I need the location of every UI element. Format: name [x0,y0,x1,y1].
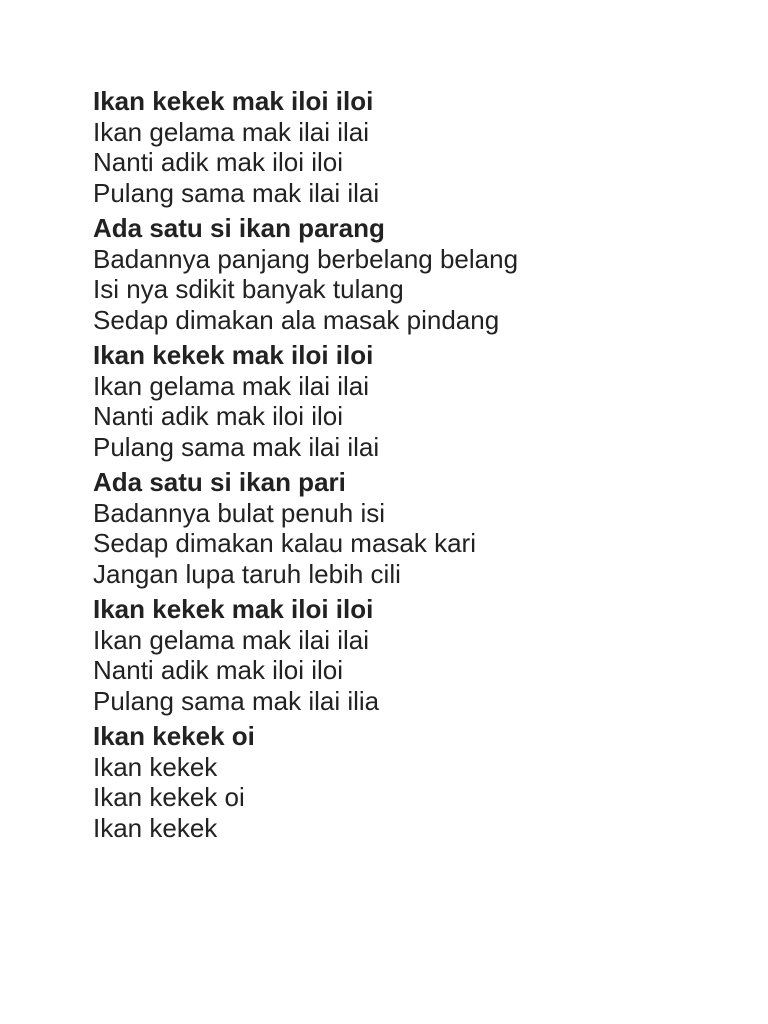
stanza-4 [93,467,733,589]
lyric-line: Ikan gelama mak ilai ilai [93,116,370,147]
lyric-line: Nanti adik mak iloi iloi [93,147,343,177]
lyric-line: Badannya bulat penuh isi [93,497,386,528]
stanza-heading: Ikan kekek mak iloi iloi [93,594,374,624]
lyric-line: Nanti adik mak iloi iloi [93,655,343,685]
stanza-heading: Ada satu si ikan parang [93,213,385,243]
lyric-line: Ikan kekek oi [93,782,245,812]
lyric-line: Pulang sama mak ilai ilai [93,177,380,208]
lyric-line: Ikan gelama mak ilai ilai [93,624,370,655]
lyric-line: Jangan lupa taruh lebih cili [93,558,401,589]
lyrics-document [93,86,733,848]
stanza-heading: Ikan kekek oi [93,721,255,751]
lyric-line: Badannya panjang berbelang belang [93,243,519,274]
stanza-heading: Ikan kekek mak iloi iloi [93,340,374,370]
stanza-heading: Ikan kekek mak iloi iloi [93,86,374,116]
stanza-3 [93,340,733,462]
stanza-2 [93,213,733,335]
lyric-line: Ikan kekek [93,751,218,782]
lyric-line: Ikan kekek [93,812,218,843]
lyric-line: Sedap dimakan kalau masak kari [93,528,476,558]
lyric-line: Pulang sama mak ilai ilai [93,431,380,462]
stanza-1 [93,86,733,208]
lyric-line: Sedap dimakan ala masak pindang [93,304,500,335]
lyric-line: Nanti adik mak iloi iloi [93,401,343,431]
lyric-line: Ikan gelama mak ilai ilai [93,370,370,401]
lyric-line: Isi nya sdikit banyak tulang [93,274,404,304]
stanza-6 [93,721,733,843]
stanza-heading: Ada satu si ikan pari [93,467,346,497]
stanza-5 [93,594,733,716]
lyric-line: Pulang sama mak ilai ilia [93,685,380,716]
